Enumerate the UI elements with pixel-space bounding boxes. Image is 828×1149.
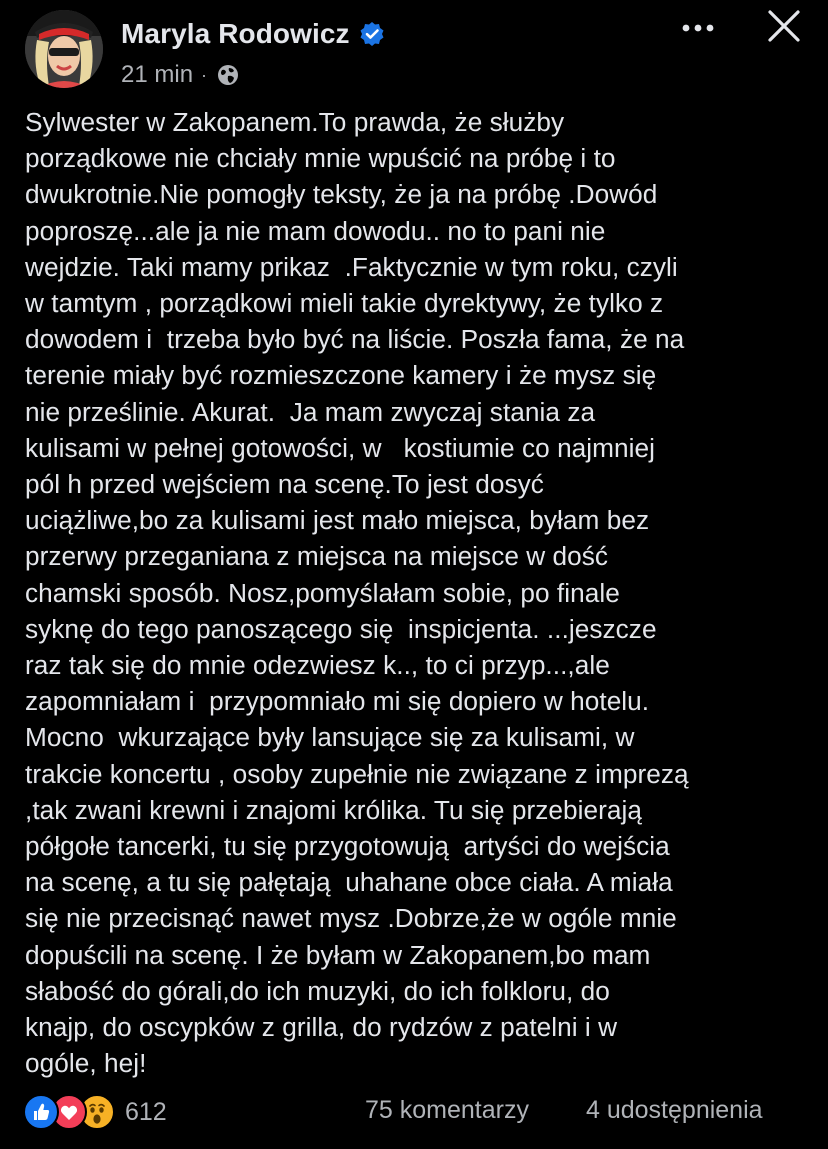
author-row <box>121 16 385 52</box>
post-text-line: się nie przecisnąć nawet mysz .Dobrze,że w ogóle mnie <box>25 903 677 934</box>
more-options-icon <box>680 20 716 38</box>
post-text-line: raz tak się do mnie odezwiesz k.., to ci przyp...,ale <box>25 650 610 681</box>
post-text-line: na scenę, a tu się pałętają uhahane obce ciała. A miała <box>25 867 673 898</box>
post-text-line: ,tak zwani krewni i znajomi królika. Tu się przebierają <box>25 794 642 825</box>
meta-separator: · <box>201 64 208 85</box>
post-text-line: wejdzie. Taki mamy prikaz .Faktycznie w tym roku, czyli <box>25 251 678 282</box>
post-header <box>0 0 828 100</box>
post-time[interactable]: 21 min <box>121 61 194 88</box>
post-text-line: ogóle, hej! <box>25 1048 147 1079</box>
post-text-line: knajp, do oscypków z grilla, do rydzów z patelni i w <box>25 1012 618 1043</box>
post-text-line: porządkowe nie chciały mnie wpuścić na próbę i to <box>25 143 616 174</box>
post-text-line: nie prześlinie. Akurat. Ja mam zwyczaj stania za <box>25 396 596 427</box>
post-text-line: półgołe tancerki, tu się przygotowują artyści do wejścia <box>25 831 670 862</box>
post-text-line: pól h przed wejściem na scenę.To jest dosyć <box>25 469 544 500</box>
post-text-line: trakcie koncertu , osoby zupełnie nie związane z imprezą <box>25 758 689 789</box>
post-text-line: Mocno wkurzające były lansujące się za kulisami, w <box>25 722 635 753</box>
post-text <box>25 104 815 1081</box>
close-icon <box>767 9 801 48</box>
globe-icon[interactable] <box>217 64 239 86</box>
post-text-line: kulisami w pełnej gotowości, w kostiumie co najmniej <box>25 432 655 463</box>
post-text-line: przerwy przeganiana z miejsca na miejsce w dość <box>25 541 609 572</box>
shares-count-link[interactable]: 4 udostępnienia <box>586 1096 763 1124</box>
like-reaction-icon <box>23 1094 59 1130</box>
post-text-line: słabość do górali,do ich muzyki, do ich folkloru, do <box>25 975 610 1006</box>
post-text-line: chamski sposób. Nosz,pomyślałam sobie, po finale <box>25 577 620 608</box>
post-text-line: syknę do tego panoszącego się inspicjenta. ...jeszcze <box>25 613 657 644</box>
verified-badge-icon <box>359 21 385 47</box>
post-footer <box>0 1090 828 1134</box>
reaction-count: 612 <box>125 1097 167 1126</box>
post-text-line: Sylwester w Zakopanem.To prawda, że służby <box>25 107 565 137</box>
post-text-line: dopuścili na scenę. I że byłam w Zakopanem,bo mam <box>25 939 651 970</box>
more-options-button[interactable] <box>676 14 720 44</box>
comments-count-link[interactable]: 75 komentarzy <box>365 1096 529 1124</box>
reactions-summary[interactable] <box>23 1092 167 1132</box>
avatar[interactable] <box>25 10 103 88</box>
post-meta <box>121 60 239 90</box>
author-name[interactable]: Maryla Rodowicz <box>121 18 350 49</box>
post-text-line: dowodem i trzeba było być na liście. Poszła fama, że na <box>25 324 685 355</box>
post-text-line: zapomniałam i przypomniało mi się dopiero w hotelu. <box>25 686 650 717</box>
close-button[interactable] <box>762 6 806 50</box>
post-text-line: poproszę...ale ja nie mam dowodu.. no to pani nie <box>25 215 606 246</box>
post-text-line: dwukrotnie.Nie pomogły teksty, że ja na próbę .Dowód <box>25 179 658 210</box>
post-text-line: w tamtym , porządkowi mieli takie dyrektywy, że tylko z <box>25 288 664 319</box>
post-text-line: uciążliwe,bo za kulisami jest mało miejsca, byłam bez <box>25 505 650 536</box>
post-text-line: terenie miały być rozmieszczone kamery i że mysz się <box>25 360 657 391</box>
